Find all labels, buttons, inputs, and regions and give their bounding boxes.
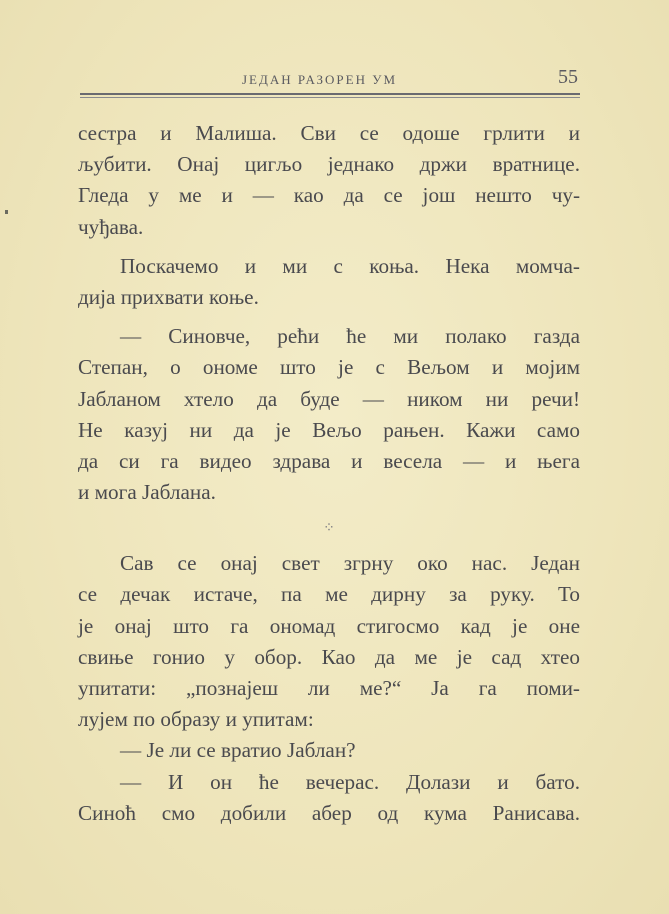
margin-mark <box>5 210 8 214</box>
text-line: сестра и Малиша. Сви се одоше грлити и <box>78 121 580 145</box>
text-line: се дечак истаче, па ме дирну за руку. То <box>78 582 580 607</box>
text-line: чуђава. <box>78 214 144 239</box>
text-line: упитати: „познајеш ли ме?“ Ја га поми- <box>78 676 580 700</box>
text-line: Не казуј ни да је Вељо рањен. Кажи само <box>78 417 580 442</box>
text-line: свиње гонио у обор. Као да ме је сад хтео <box>78 644 580 669</box>
paragraph-6 <box>78 767 580 829</box>
header-rule <box>80 93 580 95</box>
running-title: ЈЕДАН РАЗОРЕН УМ <box>242 72 397 87</box>
body-text <box>78 118 580 829</box>
paragraph-4 <box>78 548 580 735</box>
text-line: Поскачемо и ми с коња. Нека момча- <box>120 253 580 278</box>
text-line: да си га видео здрава и весела — и њега <box>78 448 580 473</box>
header-rule-thin <box>80 97 580 98</box>
text-line: Синоћ смо добили абер од кума Ранисава. <box>78 800 580 825</box>
page-number: 55 <box>558 66 578 88</box>
text-line: и мога Јаблана. <box>78 480 216 505</box>
text-line: Степан, о ономе што је с Вељом и мојим <box>78 355 580 380</box>
paragraph-2 <box>78 251 580 313</box>
text-line: — И он ће вечерас. Долази и бато. <box>120 769 580 794</box>
text-line: је онај што га ономад стигосмо кад је оне <box>78 613 580 638</box>
text-line: — Је ли се вратио Јаблан? <box>120 738 356 763</box>
text-line: дија прихвати коње. <box>78 284 259 309</box>
text-line: лујем по образу и упитам: <box>78 707 314 732</box>
text-line: љубити. Онај цигљо једнако држи вратнице. <box>78 152 580 177</box>
page-header <box>80 66 580 92</box>
paragraph-1 <box>78 118 580 243</box>
text-line: Сав се онај свет згрну око нас. Један <box>120 551 580 576</box>
section-break-mark: ⁘ <box>323 521 335 537</box>
paragraph-3 <box>78 321 580 508</box>
text-line: Гледа у ме и — као да се још нешто чу- <box>78 183 580 208</box>
paragraph-5 <box>78 735 580 766</box>
text-line: Јабланом хтело да буде — ником ни речи! <box>78 386 580 411</box>
text-line: — Синовче, рећи ће ми полако газда <box>120 324 580 349</box>
